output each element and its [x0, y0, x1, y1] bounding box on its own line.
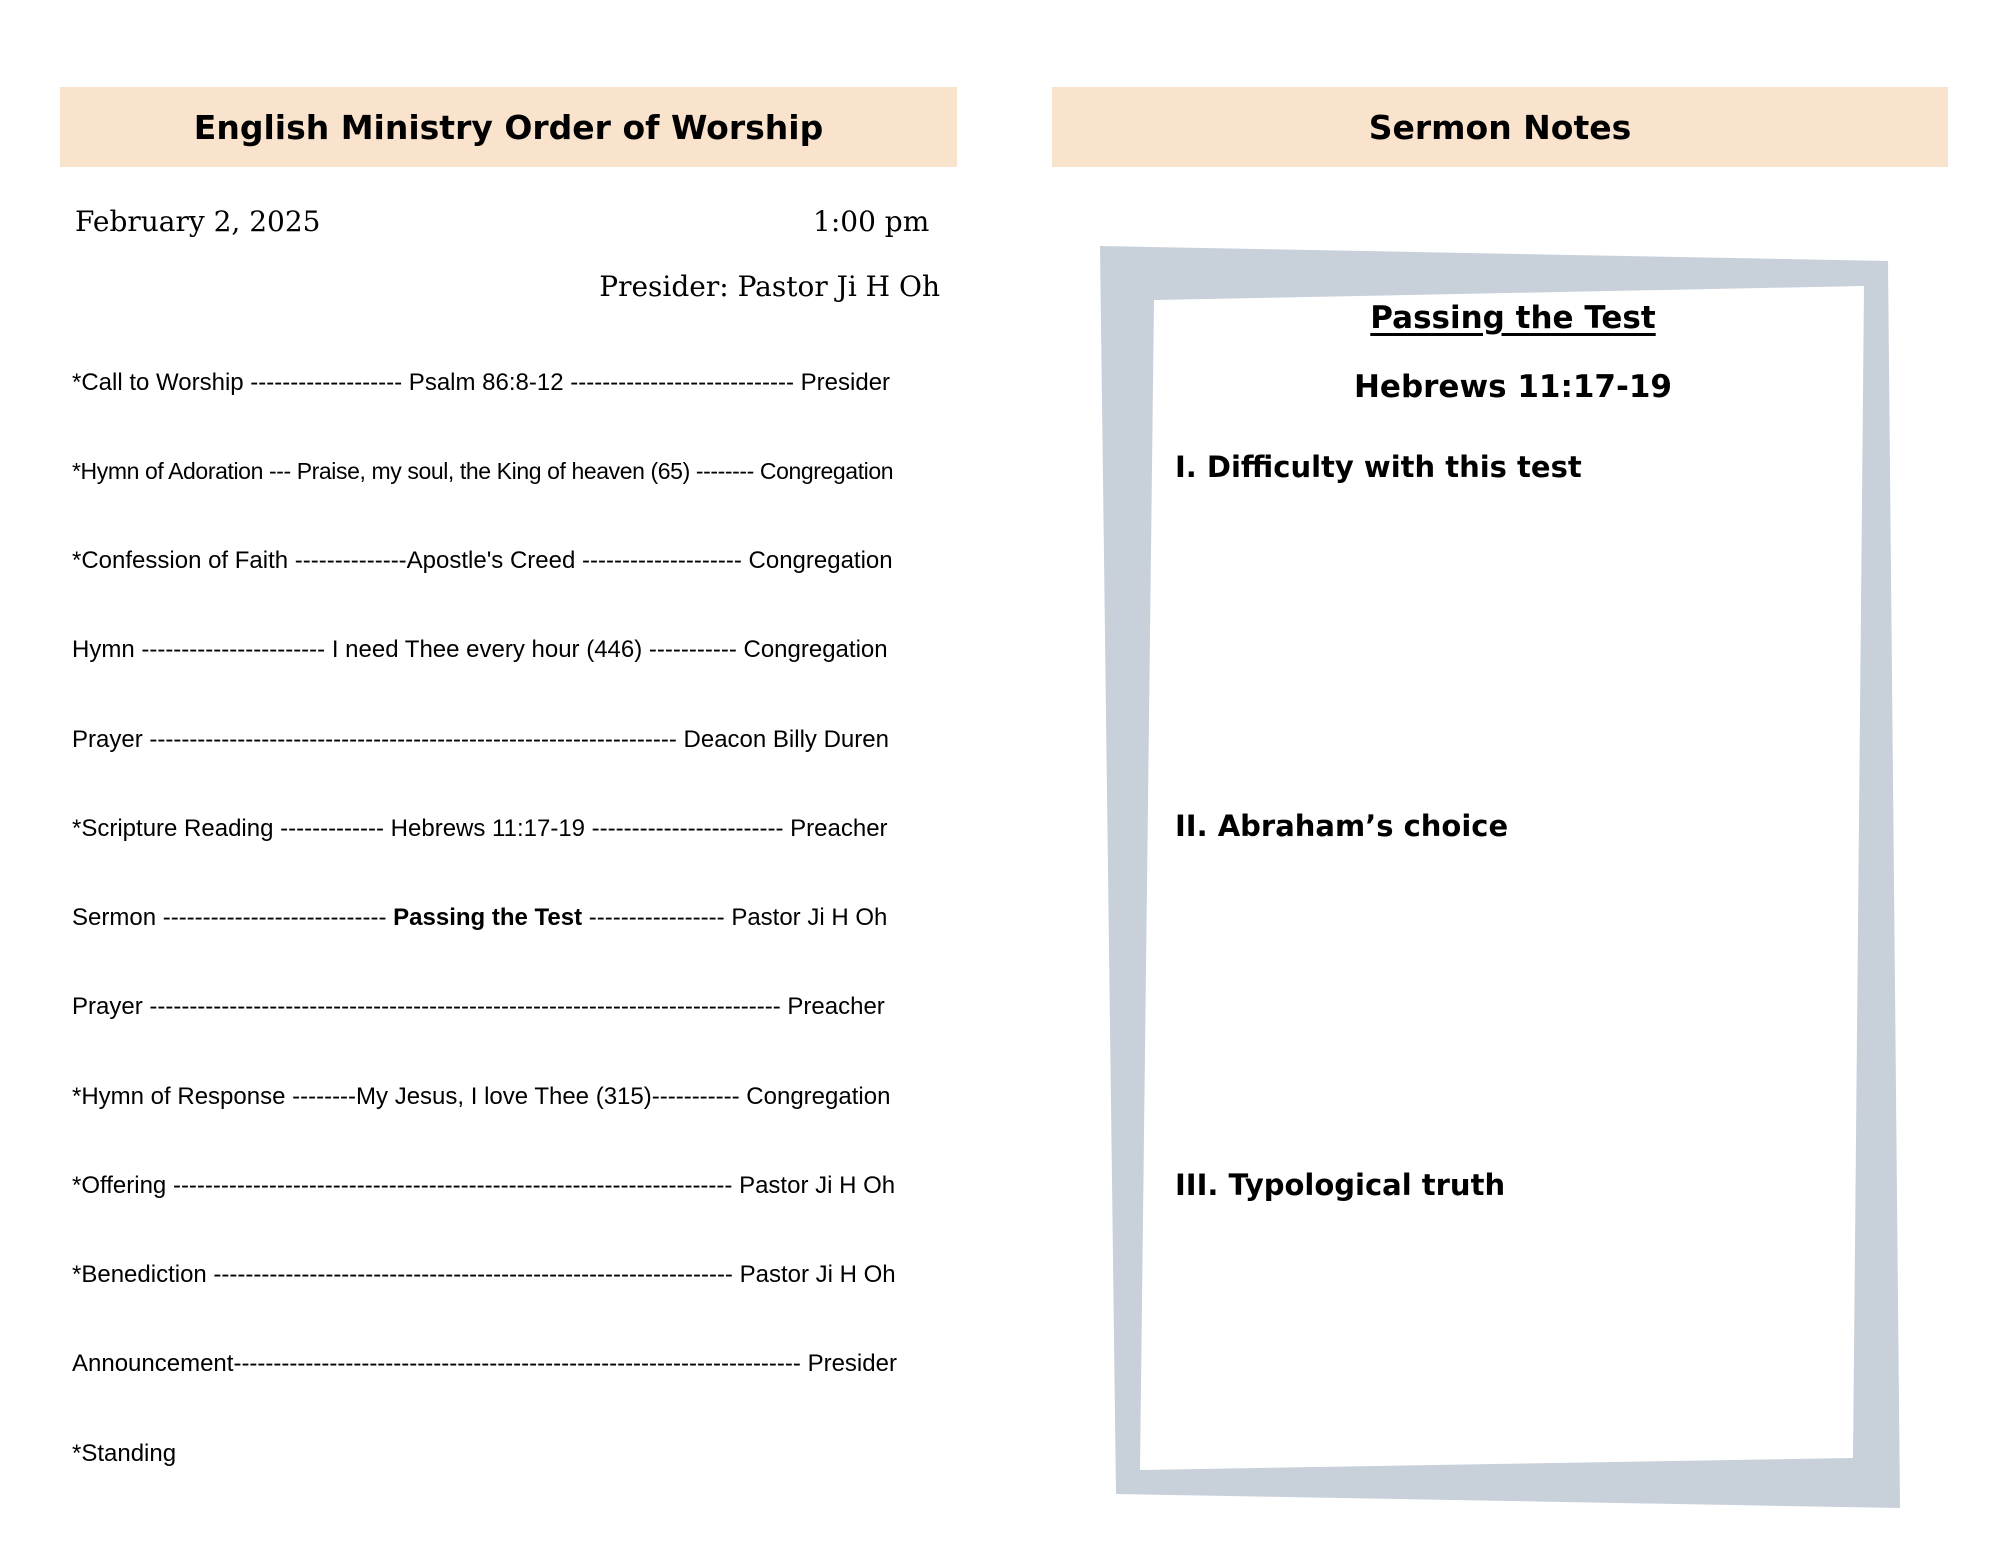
order-item-text: *Scripture Reading ------------- Hebrews 11:17-19 ------------------------ Preacher [72, 815, 888, 842]
sermon-title: Passing the Test [1370, 300, 1656, 336]
presider-line: Presider: Pastor Ji H Oh [599, 270, 940, 303]
order-item-text: Prayer ------------------------------------------------------------------------------- Preacher [72, 993, 885, 1020]
sermon-scripture: Hebrews 11:17-19 [1353, 369, 1673, 405]
sermon-title-inline: Passing the Test [393, 904, 583, 931]
sermon-point-2: II. Abraham’s choice [1175, 809, 1509, 843]
order-item-text: *Hymn of Adoration --- Praise, my soul, the King of heaven (65) -------- Congregation [72, 458, 894, 484]
service-time: 1:00 pm [813, 205, 930, 238]
order-of-worship-title: English Ministry Order of Worship [193, 107, 824, 147]
order-item-text: *Call to Worship ------------------- Psalm 86:8-12 ---------------------------- Presider [72, 369, 891, 396]
order-item-text: Prayer ------------------------------------------------------------------ Deacon Billy Duren [72, 726, 889, 753]
service-date: February 2, 2025 [75, 205, 321, 238]
order-item-text: *Benediction ----------------------------------------------------------------- Pastor Ji H Oh [72, 1261, 896, 1288]
order-item-text: *Confession of Faith --------------Apostle's Creed -------------------- Congregation [72, 547, 893, 574]
order-item-text: ----------------- Pastor Ji H Oh [582, 904, 888, 931]
order-item-text: *Hymn of Response --------My Jesus, I love Thee (315)----------- Congregation [72, 1083, 891, 1110]
sermon-point-1: I. Difficulty with this test [1175, 450, 1582, 484]
order-item-text: Sermon ---------------------------- [72, 904, 394, 931]
order-item-text: *Standing [72, 1440, 177, 1467]
sermon-notes-title: Sermon Notes [1368, 107, 1632, 147]
order-item-text: Hymn ----------------------- I need Thee every hour (446) ----------- Congregation [72, 636, 888, 663]
order-item-text: *Offering ---------------------------------------------------------------------- Pastor Ji H Oh [72, 1172, 896, 1199]
sermon-point-3: III. Typological truth [1175, 1168, 1506, 1202]
order-item-text: Announcement----------------------------------------------------------------------- Presider [72, 1350, 897, 1377]
